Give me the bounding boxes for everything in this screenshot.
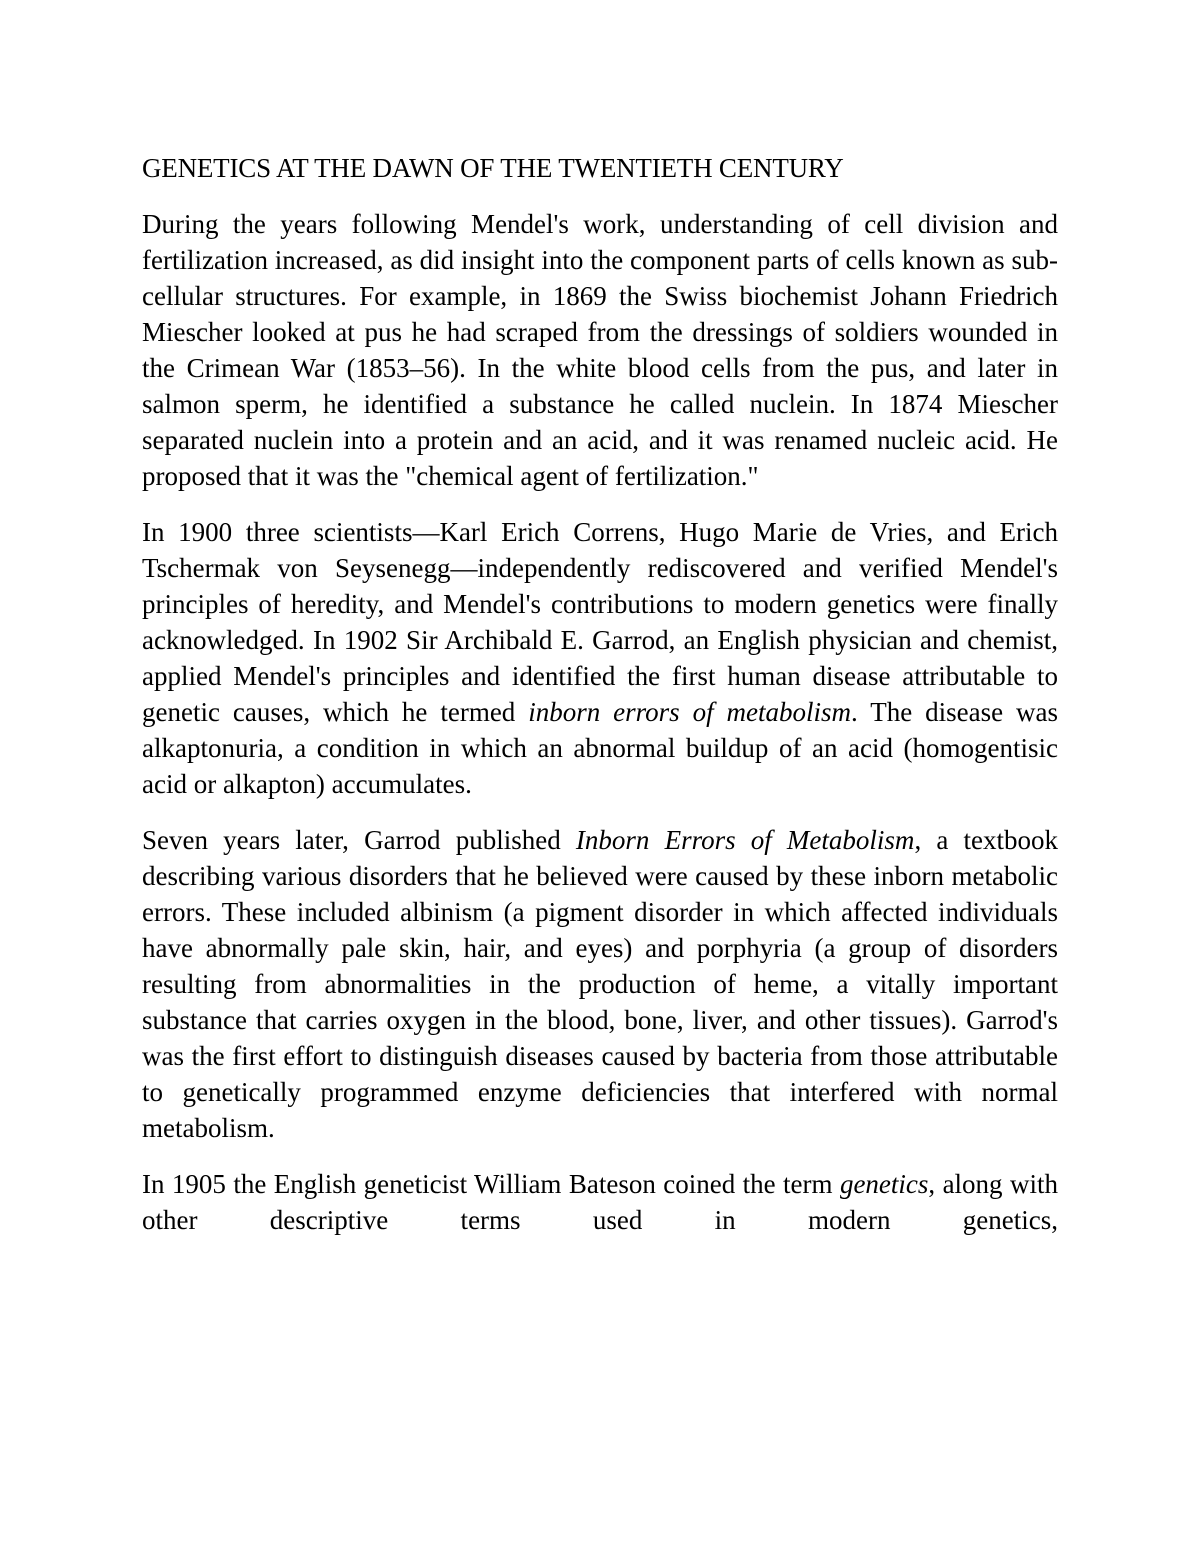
paragraph-garrod — [142, 822, 1058, 1146]
document-page — [142, 150, 1058, 1258]
paragraph-text: Seven years later, Garrod published — [142, 825, 576, 855]
paragraph-bateson — [142, 1166, 1058, 1238]
paragraph-text: In 1900 three scientists—Karl Erich Correns, Hugo Marie de Vries, and Erich Tschermak von Seysenegg—independently rediscovered and verified Mendel's principles of heredity, and Mendel's contributions to modern genetics were finally acknowledged. In 1902 Sir Archibald E. Garrod, an English physician and chemist, applied Mendel's principles and identified the first human disease attributable to genetic causes, which he termed — [142, 517, 1058, 727]
paragraph-rediscovery — [142, 514, 1058, 802]
document-title: GENETICS AT THE DAWN OF THE TWENTIETH CENTURY — [142, 153, 844, 183]
paragraph-text: , a textbook describing various disorders that he believed were caused by these inborn metabolic errors. These included albinism (a pigment disorder in which affected individuals have abnormally pale skin, hair, and eyes) and porphyria (a group of disorders resulting from abnormalities in the production of heme, a vitally important substance that carries oxygen in the blood, bone, liver, and other tissues). Garrod's was the first effort to distinguish diseases caused by bacteria from those attributable to genetically programmed enzyme deficiencies that interfered with normal metabolism. — [142, 825, 1058, 1143]
paragraph-miescher: During the years following Mendel's work, understanding of cell division and fertilization increased, as did insight into the component parts of cells known as sub-cellular structures. For example, in 1869 the Swiss biochemist Johann Friedrich Miescher looked at pus he had scraped from the dressings of soldiers wounded in the Crimean War (1853–56). In the white blood cells from the pus, and later in salmon sperm, he identified a substance he called nuclein. In 1874 Miescher separated nuclein into a protein and an acid, and it was renamed nucleic acid. He proposed that it was the "chemical agent of fertilization." — [142, 209, 1058, 491]
paragraph-text: . The disease was alkaptonuria, a condition in which an abnormal buildup of an acid (homogentisic acid or alkapton) accumulates. — [142, 697, 1059, 799]
paragraph-text: , along with other descriptive terms used in modern genetics, — [142, 1169, 1058, 1235]
book-title: Inborn Errors of Metabolism — [575, 825, 915, 855]
emphasis-term: inborn errors of metabolism — [528, 697, 852, 727]
emphasis-term: genetics — [839, 1169, 929, 1199]
paragraph-text: In 1905 the English geneticist William Bateson coined the term — [142, 1169, 840, 1199]
